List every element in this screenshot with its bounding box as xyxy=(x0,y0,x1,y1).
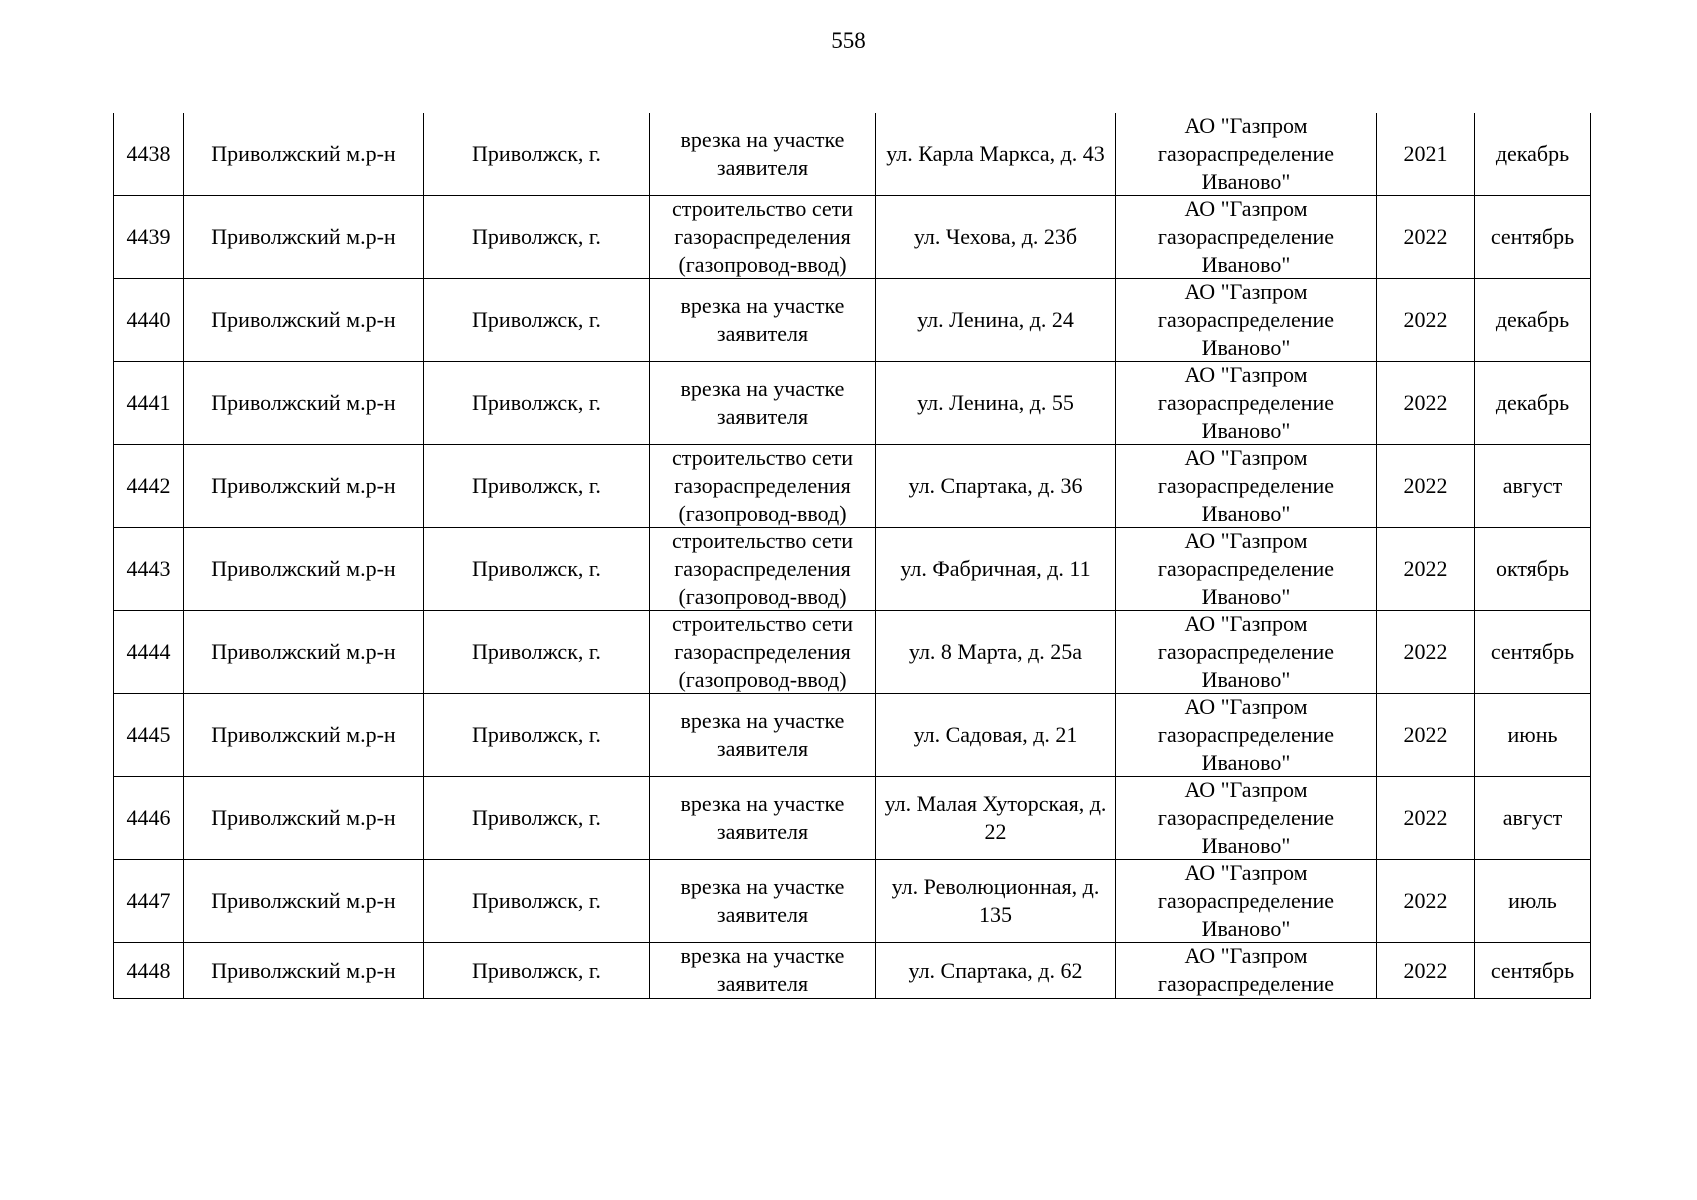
cell-address-text: ул. Садовая, д. 21 xyxy=(913,722,1078,747)
cell-year-text: 2021 xyxy=(1403,141,1448,166)
cell-organization-text: АО "Газпром газораспределение Иваново" xyxy=(1157,113,1335,194)
cell-year-text: 2022 xyxy=(1403,957,1448,983)
cell-month xyxy=(1475,860,1591,943)
cell-district xyxy=(184,279,424,362)
cell-district xyxy=(184,777,424,860)
cell-city-text: Приволжск, г. xyxy=(472,473,601,498)
cell-organization xyxy=(1116,113,1377,196)
cell-district-text: Приволжский м.р-н xyxy=(211,722,396,747)
cell-address xyxy=(876,777,1116,860)
cell-work-type-text: врезка на участке заявителя xyxy=(680,127,845,180)
table-row xyxy=(114,445,1591,528)
cell-number xyxy=(114,445,184,528)
cell-month-text: июнь xyxy=(1507,722,1558,747)
cell-address xyxy=(876,362,1116,445)
cell-month xyxy=(1475,279,1591,362)
cell-year xyxy=(1377,445,1475,528)
cell-district-text: Приволжский м.р-н xyxy=(211,390,396,415)
cell-work-type-text: врезка на участке заявителя xyxy=(680,376,845,429)
cell-city-text: Приволжск, г. xyxy=(472,556,601,581)
cell-district xyxy=(184,528,424,611)
cell-year-text: 2022 xyxy=(1403,473,1448,498)
cell-month-text: декабрь xyxy=(1495,141,1570,166)
cell-number xyxy=(114,777,184,860)
cell-number xyxy=(114,943,184,999)
cell-city-text: Приволжск, г. xyxy=(472,224,601,249)
cell-district xyxy=(184,113,424,196)
cell-work-type xyxy=(650,860,876,943)
cell-address-text: ул. Фабричная, д. 11 xyxy=(900,556,1091,581)
cell-year xyxy=(1377,694,1475,777)
cell-year-text: 2022 xyxy=(1403,390,1448,415)
cell-address xyxy=(876,196,1116,279)
table-row xyxy=(114,611,1591,694)
cell-address-text: ул. Спартака, д. 36 xyxy=(908,473,1083,498)
cell-city-text: Приволжск, г. xyxy=(472,141,601,166)
cell-month-text: декабрь xyxy=(1495,307,1570,332)
table-body xyxy=(114,113,1591,999)
cell-work-type xyxy=(650,777,876,860)
cell-number-text: 4442 xyxy=(126,473,171,498)
cell-district xyxy=(184,694,424,777)
table-row xyxy=(114,196,1591,279)
cell-year-text: 2022 xyxy=(1403,556,1448,581)
cell-address-text: ул. 8 Марта, д. 25а xyxy=(908,639,1083,664)
cell-address-text: ул. Ленина, д. 24 xyxy=(917,307,1074,332)
cell-number-text: 4443 xyxy=(126,556,171,581)
cell-organization xyxy=(1116,528,1377,611)
cell-address xyxy=(876,528,1116,611)
cell-organization-text: АО "Газпром газораспределение Иваново" xyxy=(1157,445,1335,526)
cell-address-text: ул. Революционная, д. 135 xyxy=(891,874,1100,927)
table-row xyxy=(114,777,1591,860)
cell-work-type xyxy=(650,528,876,611)
cell-number-text: 4438 xyxy=(126,141,171,166)
cell-month xyxy=(1475,611,1591,694)
cell-work-type xyxy=(650,694,876,777)
cell-month-text: август xyxy=(1502,805,1563,830)
cell-month-text: сентябрь xyxy=(1490,957,1575,983)
cell-address-text: ул. Карла Маркса, д. 43 xyxy=(886,141,1105,166)
cell-city-text: Приволжск, г. xyxy=(472,805,601,830)
cell-city xyxy=(424,279,650,362)
cell-number-text: 4440 xyxy=(126,307,171,332)
cell-number-text: 4439 xyxy=(126,224,171,249)
cell-city xyxy=(424,777,650,860)
cell-organization-text: АО "Газпром газораспределение Иваново" xyxy=(1157,528,1335,609)
cell-work-type-text: строительство сети газораспределения (газопровод-ввод) xyxy=(671,528,854,609)
gas-connection-table xyxy=(113,113,1591,999)
cell-year xyxy=(1377,113,1475,196)
cell-number-text: 4441 xyxy=(126,390,171,415)
cell-month-text: июль xyxy=(1508,888,1557,913)
cell-month xyxy=(1475,694,1591,777)
cell-number xyxy=(114,279,184,362)
cell-district-text: Приволжский м.р-н xyxy=(211,307,396,332)
cell-number xyxy=(114,611,184,694)
cell-address xyxy=(876,279,1116,362)
cell-city xyxy=(424,196,650,279)
cell-address xyxy=(876,694,1116,777)
cell-year xyxy=(1377,279,1475,362)
cell-work-type-text: строительство сети газораспределения (газопровод-ввод) xyxy=(671,445,854,526)
cell-year-text: 2022 xyxy=(1403,888,1448,913)
cell-district xyxy=(184,860,424,943)
cell-number-text: 4447 xyxy=(126,888,171,913)
table-row xyxy=(114,362,1591,445)
cell-year xyxy=(1377,362,1475,445)
cell-year xyxy=(1377,528,1475,611)
cell-city xyxy=(424,860,650,943)
cell-city-text: Приволжск, г. xyxy=(472,390,601,415)
cell-month-text: август xyxy=(1502,473,1563,498)
cell-organization-text: АО "Газпром газораспределение Иваново" xyxy=(1157,694,1335,775)
cell-address xyxy=(876,445,1116,528)
cell-city-text: Приволжск, г. xyxy=(472,888,601,913)
table-row xyxy=(114,943,1591,999)
cell-year xyxy=(1377,196,1475,279)
cell-district-text: Приволжский м.р-н xyxy=(211,556,396,581)
cell-number xyxy=(114,860,184,943)
cell-district xyxy=(184,362,424,445)
cell-city-text: Приволжск, г. xyxy=(472,307,601,332)
cell-month xyxy=(1475,362,1591,445)
cell-organization xyxy=(1116,279,1377,362)
cell-organization xyxy=(1116,777,1377,860)
cell-organization xyxy=(1116,860,1377,943)
cell-district xyxy=(184,611,424,694)
cell-work-type-text: врезка на участке заявителя xyxy=(680,293,845,346)
cell-city xyxy=(424,943,650,999)
cell-month xyxy=(1475,445,1591,528)
cell-month xyxy=(1475,113,1591,196)
table-row xyxy=(114,860,1591,943)
cell-city xyxy=(424,611,650,694)
cell-city-text: Приволжск, г. xyxy=(472,957,601,983)
cell-address-text: ул. Ленина, д. 55 xyxy=(917,390,1074,415)
cell-city xyxy=(424,362,650,445)
cell-city xyxy=(424,113,650,196)
table-row xyxy=(114,528,1591,611)
cell-work-type xyxy=(650,362,876,445)
cell-organization xyxy=(1116,445,1377,528)
cell-work-type-text: строительство сети газораспределения (газопровод-ввод) xyxy=(671,196,854,277)
cell-district xyxy=(184,943,424,999)
cell-district-text: Приволжский м.р-н xyxy=(211,805,396,830)
cell-address-text: ул. Чехова, д. 23б xyxy=(913,224,1078,249)
table-row xyxy=(114,113,1591,196)
cell-organization xyxy=(1116,362,1377,445)
cell-year xyxy=(1377,860,1475,943)
cell-address-text: ул. Малая Хуторская, д. 22 xyxy=(884,791,1107,844)
cell-organization xyxy=(1116,694,1377,777)
cell-city-text: Приволжск, г. xyxy=(472,639,601,664)
cell-work-type xyxy=(650,113,876,196)
cell-number-text: 4448 xyxy=(126,957,171,983)
cell-address xyxy=(876,611,1116,694)
cell-year xyxy=(1377,777,1475,860)
cell-address-text: ул. Спартака, д. 62 xyxy=(908,957,1083,983)
table-row xyxy=(114,279,1591,362)
cell-work-type xyxy=(650,279,876,362)
cell-work-type-text: врезка на участке заявителя xyxy=(680,943,845,996)
cell-work-type-text: врезка на участке заявителя xyxy=(680,708,845,761)
cell-number xyxy=(114,196,184,279)
cell-address xyxy=(876,943,1116,999)
cell-number xyxy=(114,113,184,196)
cell-work-type-text: врезка на участке заявителя xyxy=(680,874,845,927)
cell-number xyxy=(114,362,184,445)
cell-month-text: сентябрь xyxy=(1490,224,1575,249)
table-row xyxy=(114,694,1591,777)
cell-organization-text: АО "Газпром газораспределение Иваново" xyxy=(1157,777,1335,858)
cell-district-text: Приволжский м.р-н xyxy=(211,639,396,664)
cell-month-text: октябрь xyxy=(1495,556,1570,581)
cell-district xyxy=(184,196,424,279)
cell-city-text: Приволжск, г. xyxy=(472,722,601,747)
cell-year-text: 2022 xyxy=(1403,722,1448,747)
cell-month xyxy=(1475,196,1591,279)
cell-organization xyxy=(1116,943,1377,999)
cell-city xyxy=(424,528,650,611)
cell-work-type xyxy=(650,943,876,999)
cell-work-type-text: врезка на участке заявителя xyxy=(680,791,845,844)
cell-address xyxy=(876,113,1116,196)
cell-number xyxy=(114,528,184,611)
cell-number xyxy=(114,694,184,777)
cell-month-text: сентябрь xyxy=(1490,639,1575,664)
cell-year-text: 2022 xyxy=(1403,639,1448,664)
cell-organization-text: АО "Газпром газораспределение Иваново" xyxy=(1157,611,1335,692)
cell-number-text: 4445 xyxy=(126,722,171,747)
cell-organization-text: АО "Газпром газораспределение Иваново" xyxy=(1157,196,1335,277)
page-number: 558 xyxy=(831,28,866,53)
cell-year-text: 2022 xyxy=(1403,307,1448,332)
cell-organization-text: АО "Газпром газораспределение Иваново" xyxy=(1157,279,1335,360)
cell-organization-text: АО "Газпром газораспределение Иваново" xyxy=(1157,362,1335,443)
cell-organization-text: АО "Газпром газораспределение Иваново" xyxy=(1157,860,1335,941)
cell-month xyxy=(1475,943,1591,999)
cell-year xyxy=(1377,611,1475,694)
cell-work-type xyxy=(650,196,876,279)
cell-district-text: Приволжский м.р-н xyxy=(211,888,396,913)
cell-city xyxy=(424,694,650,777)
cell-year-text: 2022 xyxy=(1403,805,1448,830)
cell-work-type xyxy=(650,611,876,694)
cell-work-type-text: строительство сети газораспределения (газопровод-ввод) xyxy=(671,611,854,692)
cell-number-text: 4446 xyxy=(126,805,171,830)
cell-year-text: 2022 xyxy=(1403,224,1448,249)
cell-district xyxy=(184,445,424,528)
cell-address xyxy=(876,860,1116,943)
cell-organization xyxy=(1116,611,1377,694)
cell-district-text: Приволжский м.р-н xyxy=(211,141,396,166)
cell-month xyxy=(1475,528,1591,611)
cell-district-text: Приволжский м.р-н xyxy=(211,957,396,983)
cell-work-type xyxy=(650,445,876,528)
cell-district-text: Приволжский м.р-н xyxy=(211,473,396,498)
cell-month-text: декабрь xyxy=(1495,390,1570,415)
cell-year xyxy=(1377,943,1475,999)
cell-month xyxy=(1475,777,1591,860)
cell-city xyxy=(424,445,650,528)
cell-organization-text: АО "Газпром газораспределение xyxy=(1157,943,1335,996)
cell-district-text: Приволжский м.р-н xyxy=(211,224,396,249)
cell-number-text: 4444 xyxy=(126,639,171,664)
cell-organization xyxy=(1116,196,1377,279)
